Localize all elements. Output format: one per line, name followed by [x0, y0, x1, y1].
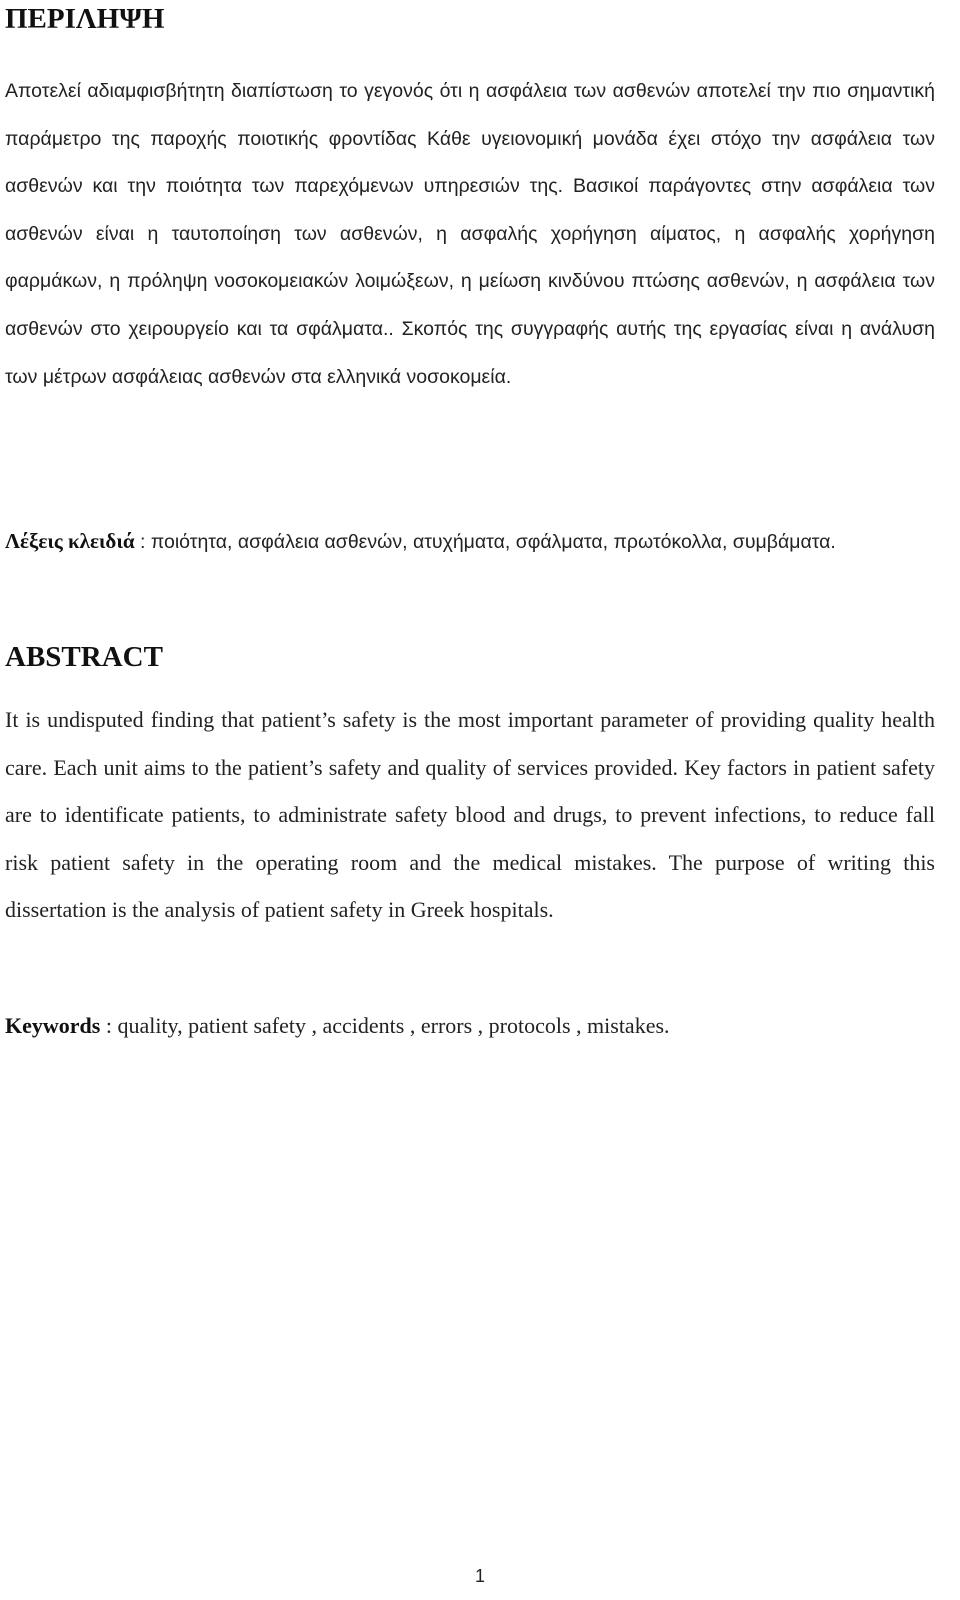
greek-abstract-heading: ΠΕΡΙΛΗΨΗ [5, 3, 165, 35]
greek-abstract-body: Αποτελεί αδιαμφισβήτητη διαπίστωση το γεγονός ότι η ασφάλεια των ασθενών αποτελεί την πιο σημαντική παράμετρο της παροχής ποιοτικής φροντίδας Κάθε υγειονομική μονάδα έχει στόχο την ασφάλεια των ασθενών και την ποιότητα των παρεχόμενων υπηρεσιών της. Βασικοί παράγοντες στην ασφάλεια των ασθενών είναι η ταυτοποίηση των ασθενών, η ασφαλής χορήγηση αίματος, η ασφαλής χορήγηση φαρμάκων, η πρόληψη νοσοκομειακών λοιμώξεων, η μείωση κινδύνου πτώσης ασθενών, η ασφάλεια των ασθενών στο χειρουργείο και τα σφάλματα.. Σκοπός της συγγραφής αυτής της εργασίας είναι η ανάλυση των μέτρων ασφάλειας ασθενών στα ελληνικά νοσοκομεία. [5, 80, 935, 388]
greek-keywords-text: : ποιότητα, ασφάλεια ασθενών, ατυχήματα, σφάλματα, πρωτόκολλα, συμβάματα. [134, 531, 836, 553]
english-keywords-label: Keywords [5, 1013, 101, 1038]
page-number: 1 [474, 1566, 485, 1586]
english-abstract-body: It is undisputed finding that patient’s safety is the most important parameter of providing quality health care. Each unit aims to the patient’s safety and quality of services provided. Key factors in patient safety are to identificate patients, to administrate safety blood and drugs, to prevent infections, to reduce fall risk patient safety in the operating room and the medical mistakes. The purpose of writing this dissertation is the analysis of patient safety in Greek hospitals. [5, 707, 935, 922]
greek-keywords [5, 518, 935, 567]
english-keywords [5, 1002, 935, 1050]
english-abstract-heading: ABSTRACT [5, 641, 163, 673]
english-keywords-text: : quality, patient safety , accidents , errors , protocols , mistakes. [100, 1013, 670, 1038]
greek-keywords-label: Λέξεις κλειδιά [5, 529, 135, 553]
